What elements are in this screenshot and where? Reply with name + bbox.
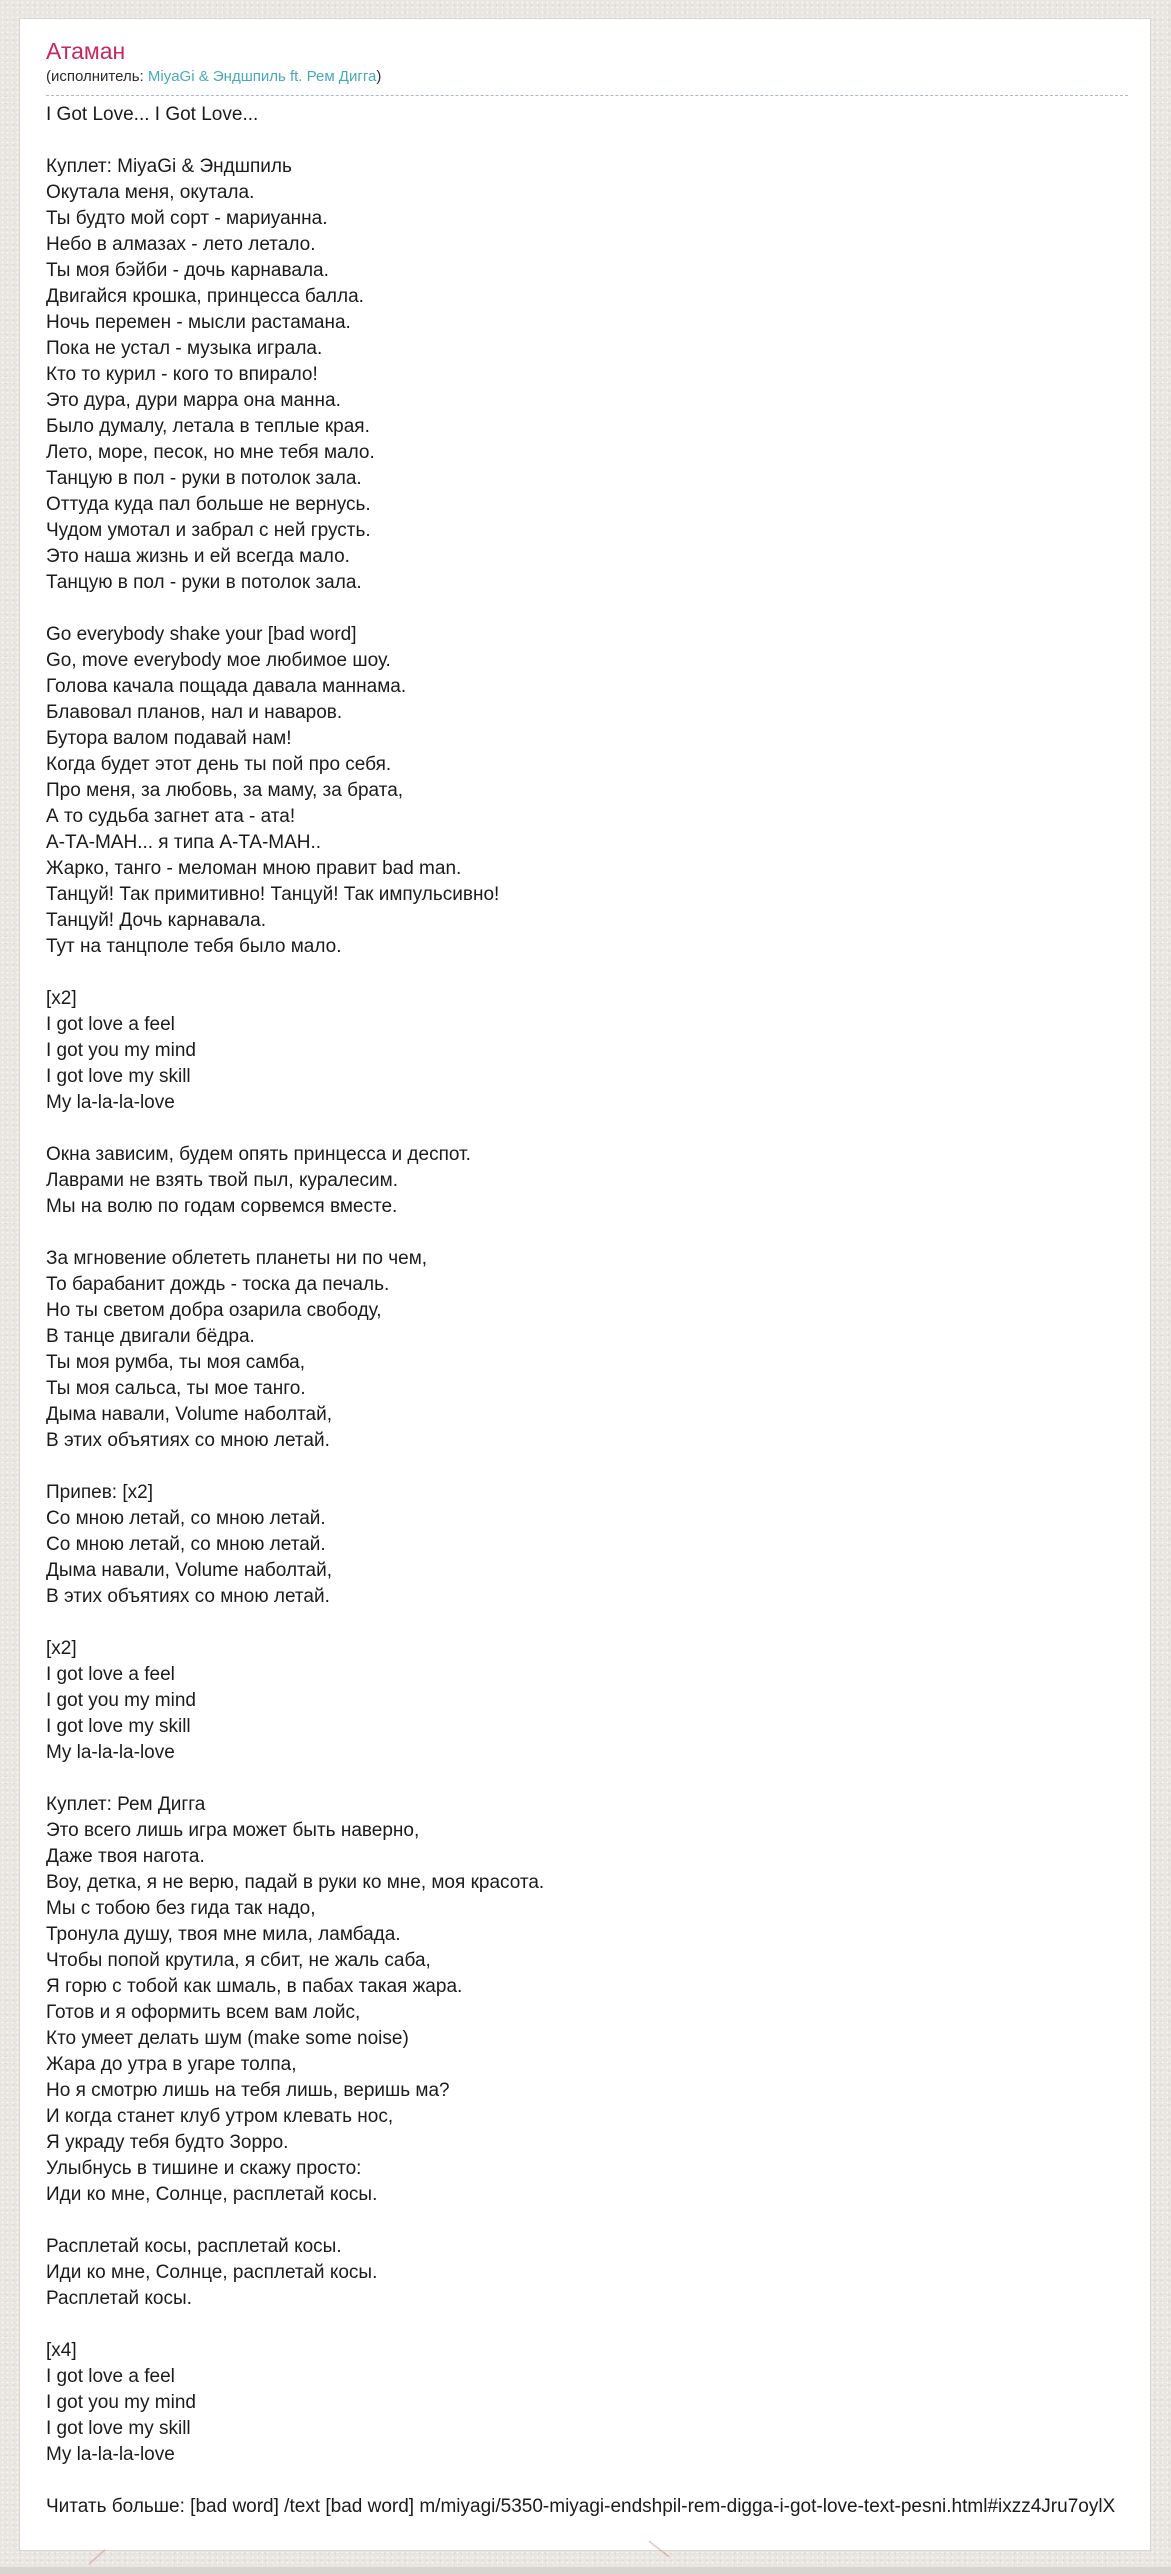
lyric-line: [x2] (46, 1638, 77, 1659)
lyric-line: Это наша жизнь и ей всегда мало. (46, 546, 350, 567)
lyric-line: И когда станет клуб утром клевать нос, (46, 2106, 394, 2127)
lyric-line: I got love my skill (46, 2418, 191, 2439)
lyric-line: Go, move everybody мое любимое шоу. (46, 650, 391, 671)
lyric-line: Тронула душу, твоя мне мила, ламбада. (46, 1924, 401, 1945)
lyric-line: В танце двигали бёдра. (46, 1326, 255, 1347)
lyric-line: Мы с тобою без гида так надо, (46, 1898, 316, 1919)
lyric-line: Чтобы попой крутила, я сбит, не жаль саба, (46, 1950, 431, 1971)
lyric-line: Расплетай косы. (46, 2288, 192, 2309)
lyric-line: My la-la-la-love (46, 1092, 175, 1113)
lyric-line: I got you my mind (46, 1690, 196, 1711)
lyric-line: Лето, море, песок, но мне тебя мало. (46, 442, 375, 463)
lyric-line: Чудом умотал и забрал с ней грусть. (46, 520, 371, 541)
lyric-line: Пока не устал - музыка играла. (46, 338, 323, 359)
lyric-line: I got you my mind (46, 1040, 196, 1061)
lyric-line: А то судьба загнет ата - ата! (46, 806, 296, 827)
artist-line-suffix: ) (376, 68, 382, 85)
lyric-line: Небо в алмазах - лето летало. (46, 234, 316, 255)
lyric-line: Я украду тебя будто Зорро. (46, 2132, 289, 2153)
song-title: Атаман (46, 38, 126, 64)
stanza (46, 1142, 1128, 1220)
stanza (46, 986, 1128, 1116)
lyric-line: I got you my mind (46, 2392, 196, 2413)
lyrics-card (19, 18, 1151, 2551)
lyric-line: Куплет: MiyaGi & Эндшпиль (46, 156, 292, 177)
artist-link[interactable]: MiyaGi & Эндшпиль ft. Рем Дигга (147, 68, 377, 85)
lyric-line: Воу, детка, я не верю, падай в руки ко мне, моя красота. (46, 1872, 545, 1893)
lyric-line: Это дура, дури марра она манна. (46, 390, 341, 411)
lyric-line: Блавовал планов, нал и наваров. (46, 702, 343, 723)
lyric-line: Ночь перемен - мысли растамана. (46, 312, 351, 333)
lyric-line: Go everybody shake your [bad word] (46, 624, 357, 645)
stanza (46, 154, 1128, 596)
lyric-line: Танцуй! Так примитивно! Танцуй! Так импульсивно! (46, 884, 500, 905)
lyric-line: Иди ко мне, Солнце, расплетай косы. (46, 2184, 378, 2205)
lyric-line: Танцуй! Дочь карнавала. (46, 910, 266, 931)
lyric-line: То барабанит дождь - тоска да печаль. (46, 1274, 390, 1295)
lyric-line: В этих объятиях со мною летай. (46, 1586, 330, 1607)
lyric-line: Было думалу, летала в теплые края. (46, 416, 370, 437)
lyric-line: [x2] (46, 988, 77, 1009)
lyric-line: В этих объятиях со мною летай. (46, 1430, 330, 1451)
lyric-line: Готов и я оформить всем вам лойс, (46, 2002, 361, 2023)
stanza (46, 1246, 1128, 1454)
lyric-line: Дыма навали, Volume наболтай, (46, 1560, 332, 1581)
lyric-line: За мгновение облететь планеты ни по чем, (46, 1248, 428, 1269)
lyric-line: Ты будто мой сорт - мариуанна. (46, 208, 328, 229)
lyric-line: Дыма навали, Volume наболтай, (46, 1404, 332, 1425)
stanza (46, 102, 1128, 128)
lyric-line: Припев: [x2] (46, 1482, 153, 1503)
stanza (46, 622, 1128, 960)
lyric-line: Я горю с тобой как шмаль, в пабах такая жара. (46, 1976, 463, 1997)
lyric-line: Лаврами не взять твой пыл, куралесим. (46, 1170, 399, 1191)
lyric-line: Жара до утра в угаре толпа, (46, 2054, 297, 2075)
stanza (46, 2338, 1128, 2468)
lyric-line: Куплет: Рем Дигга (46, 1794, 206, 1815)
lyric-line: А-ТА-МАН... я типа А-ТА-МАН.. (46, 832, 322, 853)
lyric-line: I got love a feel (46, 1664, 175, 1685)
lyric-line: Ты моя румба, ты моя самба, (46, 1352, 306, 1373)
lyric-line: [x4] (46, 2340, 77, 2361)
read-more-line: Читать больше: [bad word] /text [bad word] m/miyagi/5350-miyagi-endshpil-rem-digga-i-got-love-text-pesni.html#ixzz4Jru7oylX (46, 2496, 1116, 2517)
lyric-line: Со мною летай, со мною летай. (46, 1534, 326, 1555)
lyric-line: Но ты светом добра озарила свободу, (46, 1300, 382, 1321)
lyric-line: I got love my skill (46, 1066, 191, 1087)
lyric-line: Танцую в пол - руки в потолок зала. (46, 572, 362, 593)
lyric-line: Жарко, танго - меломан мною правит bad man. (46, 858, 462, 879)
lyric-line: Оттуда куда пал больше не вернусь. (46, 494, 371, 515)
stanza (46, 2234, 1128, 2312)
lyric-line: Ты моя сальса, ты мое танго. (46, 1378, 306, 1399)
song-header (46, 37, 1128, 96)
lyric-line: I got love my skill (46, 1716, 191, 1737)
texture-scratch (88, 2549, 106, 2565)
lyric-line: Тут на танцполе тебя было мало. (46, 936, 342, 957)
lyric-line: Это всего лишь игра может быть наверно, (46, 1820, 420, 1841)
lyric-line: My la-la-la-love (46, 2444, 175, 2465)
lyrics-text (46, 102, 1128, 2468)
lyric-line: Иди ко мне, Солнце, расплетай косы. (46, 2262, 378, 2283)
lyric-line: Бутора валом подавай нам! (46, 728, 292, 749)
stanza (46, 1792, 1128, 2208)
lyric-line: Даже твоя нагота. (46, 1846, 205, 1867)
stanza (46, 1636, 1128, 1766)
lyric-line: I Got Love... I Got Love... (46, 104, 259, 125)
lyric-line: Ты моя бэйби - дочь карнавала. (46, 260, 329, 281)
lyric-line: Но я смотрю лишь на тебя лишь, веришь ма? (46, 2080, 450, 2101)
lyric-line: Двигайся крошка, принцесса балла. (46, 286, 364, 307)
lyric-line: Кто умеет делать шум (make some noise) (46, 2028, 409, 2049)
lyric-line: Кто то курил - кого то впирало! (46, 364, 318, 385)
lyric-line: Улыбнусь в тишине и скажу просто: (46, 2158, 362, 2179)
stanza (46, 1480, 1128, 1610)
lyric-line: Мы на волю по годам сорвемся вместе. (46, 1196, 398, 1217)
lyric-line: Окутала меня, окутала. (46, 182, 255, 203)
lyric-line: Окна зависим, будем опять принцесса и деспот. (46, 1144, 471, 1165)
lyric-line: Про меня, за любовь, за маму, за брата, (46, 780, 404, 801)
artist-line (46, 67, 1128, 87)
lyric-line: Танцую в пол - руки в потолок зала. (46, 468, 362, 489)
lyric-line: Расплетай косы, расплетай косы. (46, 2236, 342, 2257)
lyric-line: Голова качала пощада давала маннама. (46, 676, 407, 697)
lyric-line: Когда будет этот день ты пой про себя. (46, 754, 392, 775)
lyric-line: I got love a feel (46, 2366, 175, 2387)
lyric-line: Со мною летай, со мною летай. (46, 1508, 326, 1529)
lyric-line: My la-la-la-love (46, 1742, 175, 1763)
lyric-line: I got love a feel (46, 1014, 175, 1035)
bottom-edge-strip (0, 2567, 1171, 2574)
artist-label: (исполнитель: (46, 68, 148, 85)
